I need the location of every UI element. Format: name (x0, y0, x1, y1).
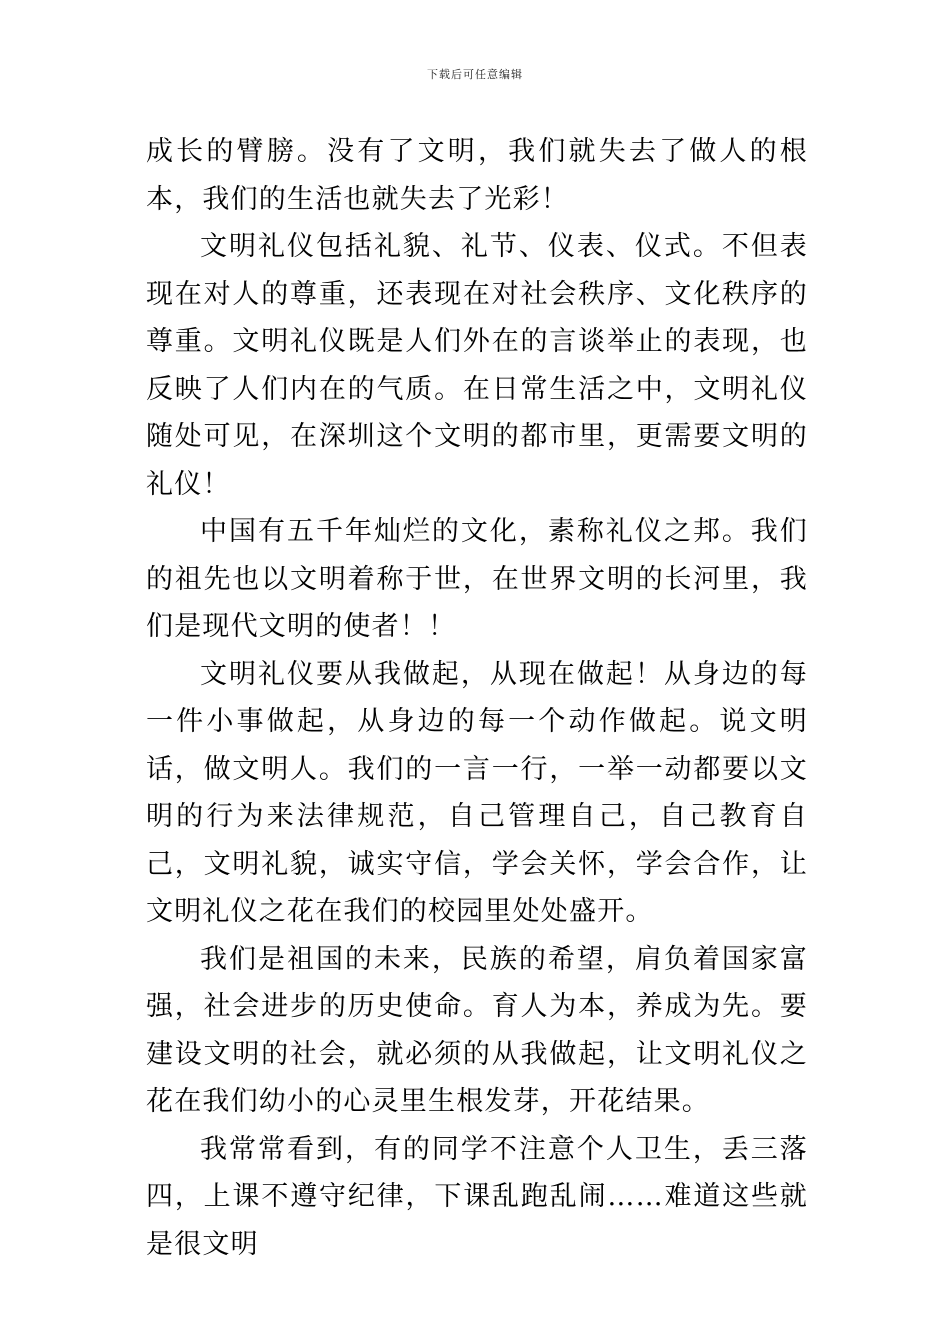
paragraph: 中国有五千年灿烂的文化，素称礼仪之邦。我们的祖先也以文明着称于世，在世界文明的长河里，我们是现代文明的使者！！ (146, 516, 808, 642)
paragraph: 我们是祖国的未来，民族的希望，肩负着国家富强，社会进步的历史使命。育人为本，养成为先。要建设文明的社会，就必须的从我做起，让文明礼仪之花在我们幼小的心灵里生根发芽，开花结果。 (146, 943, 808, 1117)
paragraph: 文明礼仪包括礼貌、礼节、仪表、仪式。不但表现在对人的尊重，还表现在对社会秩序、文化秩序的尊重。文明礼仪既是人们外在的言谈举止的表现，也反映了人们内在的气质。在日常生活之中，文明礼仪随处可见，在深圳这个文明的都市里，更需要文明的礼仪！ (146, 231, 808, 500)
document-body (146, 128, 808, 1268)
header-note: 下载后可任意编辑 (427, 68, 523, 81)
paragraph-continuation: 成长的臂膀。没有了文明，我们就失去了做人的根本，我们的生活也就失去了光彩！ (146, 136, 808, 215)
paragraph: 我常常看到，有的同学不注意个人卫生，丢三落四，上课不遵守纪律，下课乱跑乱闹……难道这些就是很文明 (146, 1133, 808, 1260)
paragraph: 文明礼仪要从我做起，从现在做起！从身边的每一件小事做起，从身边的每一个动作做起。说文明话，做文明人。我们的一言一行，一举一动都要以文明的行为来法律规范，自己管理自己，自己教育自己，文明礼貌，诚实守信，学会关怀，学会合作，让文明礼仪之花在我们的校园里处处盛开。 (146, 658, 808, 927)
